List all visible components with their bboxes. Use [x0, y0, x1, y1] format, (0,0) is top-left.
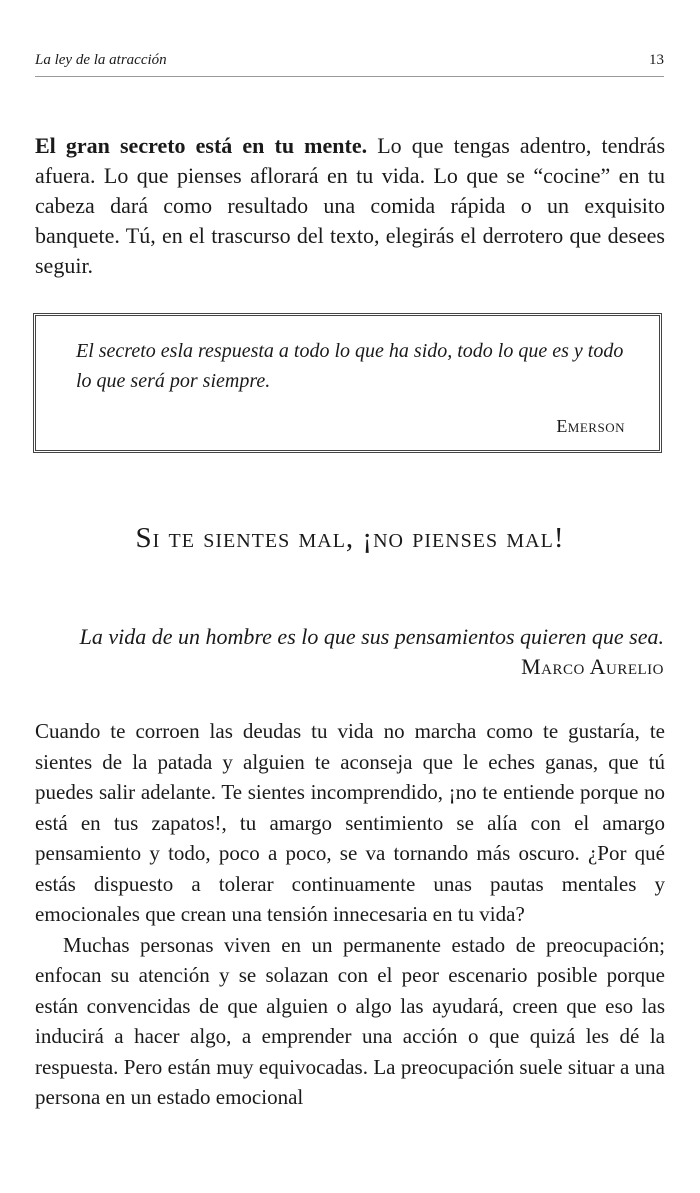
- section-heading: Si te sientes mal, ¡no pienses mal!: [135, 522, 565, 554]
- intro-text: Lo que tengas adentro, tendrás afuera. Lo que pienses aflorará en tu vida. Lo que se “cocine” en tu cabeza dará como resultado una comida rápida o un exquisito banquete. Tú, en el trascurso del texto, elegirás el derrotero que desees seguir.: [35, 133, 666, 278]
- intro-paragraph: [35, 131, 665, 281]
- running-header: [35, 50, 664, 77]
- epigraph-author: Marco Aurelio: [521, 654, 664, 679]
- running-title: La ley de la atracción: [35, 52, 167, 68]
- body-paragraph-2: Muchas personas viven en un permanente estado de preocupación; enfocan su atención y se solazan con el peor escenario posible porque están convencidas de que alguien o algo las ayudará, creen que eso las inducirá a hacer algo, a emprender una acción o que quizá les dé la respuesta. Pero están muy equivocadas. La preocupación suele situar a una persona en un estado emocional: [35, 932, 665, 1109]
- page-number: 13: [649, 52, 664, 68]
- body-text: [35, 716, 665, 1113]
- epigraph: [80, 622, 664, 682]
- body-paragraph-1: Cuando te corroen las deudas tu vida no marcha como te gustaría, te sientes de la patada y alguien te aconseja que le eches ganas, que tú puedes salir adelante. Te sientes incomprendido, ¡no te entiende porque no está en tus zapatos!, tu amargo sentimiento se alía con el amargo pensamiento y todo, poco a poco, se va tornando más oscuro. ¿Por qué estás dispuesto a tolerar continuamente unas pautas mentales y emocionales que crean una tensión innecesaria en tu vida?: [35, 719, 665, 926]
- quote-box-text: El secreto esla respuesta a todo lo que ha sido, todo lo que es y todo lo que será por siempre.: [76, 340, 624, 392]
- quote-box: [33, 313, 662, 453]
- quote-box-author: Emerson: [556, 416, 625, 436]
- intro-bold-lead: El gran secreto está en tu mente.: [35, 133, 368, 158]
- epigraph-text: La vida de un hombre es lo que sus pensamientos quieren que sea.: [79, 624, 664, 649]
